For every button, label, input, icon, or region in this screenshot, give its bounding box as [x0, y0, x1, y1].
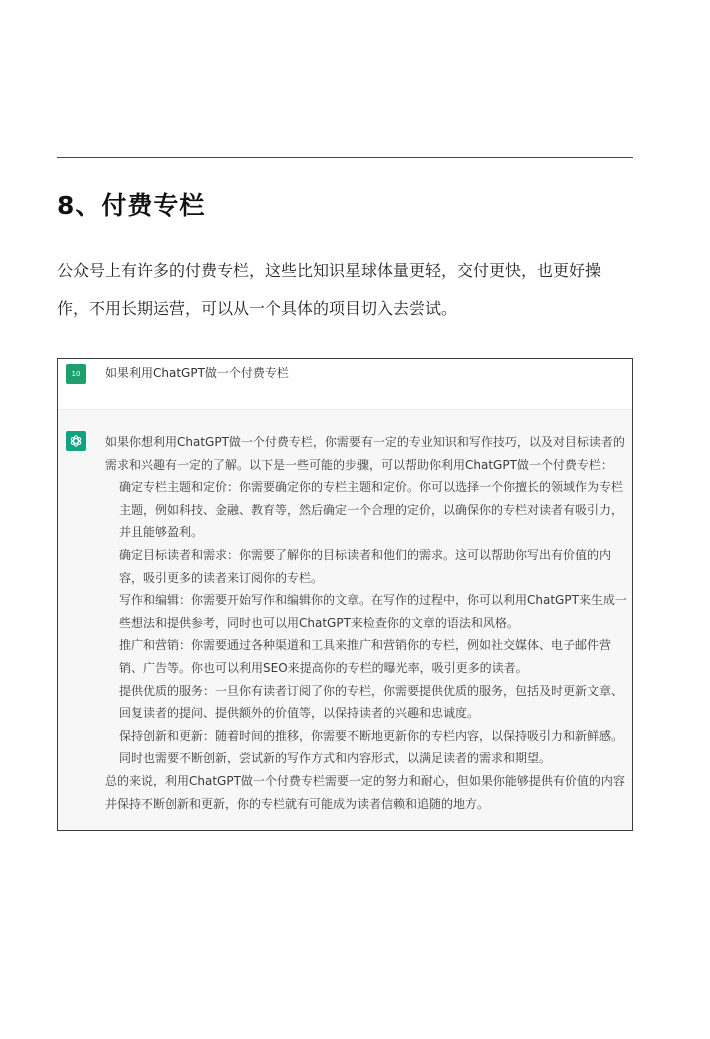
assistant-message-row [58, 410, 632, 815]
openai-logo-icon-svg [69, 434, 83, 448]
user-message-row [58, 359, 632, 410]
section-title: 8、付费专栏 [57, 191, 206, 220]
response-step: 推广和营销：你需要通过各种渠道和工具来推广和营销你的专栏，例如社交媒体、电子邮件营销、广告等。你也可以利用SEO来提高你的专栏的曝光率，吸引更多的读者。 [119, 638, 612, 675]
response-intro: 如果你想利用ChatGPT做一个付费专栏，你需要有一定的专业知识和写作技巧，以及对目标读者的需求和兴趣有一定的了解。以下是一些可能的步骤，可以帮助你利用ChatGPT做一个付费专栏： [105, 435, 625, 472]
response-step: 确定专栏主题和定价：你需要确定你的专栏主题和定价。你可以选择一个你擅长的领域作为专栏主题，例如科技、金融、教育等，然后确定一个合理的定价，以确保你的专栏对读者有吸引力，并且能够盈利。 [119, 480, 624, 540]
response-step: 写作和编辑：你需要开始写作和编辑你的文章。在写作的过程中，你可以利用ChatGPT来生成一些想法和提供参考，同时也可以用ChatGPT来检查你的文章的语法和风格。 [119, 593, 627, 630]
section-divider [57, 157, 633, 158]
chat-screenshot [57, 358, 633, 831]
intro-line-1: 公众号上有许多的付费专栏，这些比知识星球体量更轻，交付更快，也更好操 [57, 261, 602, 280]
intro-line-2: 作，不用长期运营，可以从一个具体的项目切入去尝试。 [57, 299, 458, 318]
openai-logo-icon [66, 431, 86, 451]
response-step: 提供优质的服务：一旦你有读者订阅了你的专栏，你需要提供优质的服务，包括及时更新文章、回复读者的提问、提供额外的价值等，以保持读者的兴趣和忠诚度。 [119, 683, 624, 721]
user-avatar: 10 [66, 364, 86, 384]
assistant-response [105, 431, 627, 815]
section-intro [57, 252, 647, 328]
response-conclusion: 总的来说，利用ChatGPT做一个付费专栏需要一定的努力和耐心，但如果你能够提供有价值的内容并保持不断创新和更新，你的专栏就有可能成为读者信赖和追随的地方。 [105, 773, 625, 811]
user-prompt: 如果利用ChatGPT做一个付费专栏 [105, 366, 289, 380]
response-step: 保持创新和更新：随着时间的推移，你需要不断地更新你的专栏内容，以保持吸引力和新鲜感。同时也需要不断创新，尝试新的写作方式和内容形式，以满足读者的需求和期望。 [119, 728, 624, 766]
response-step: 确定目标读者和需求：你需要了解你的目标读者和他们的需求。这可以帮助你写出有价值的内容，吸引更多的读者来订阅你的专栏。 [119, 547, 612, 585]
